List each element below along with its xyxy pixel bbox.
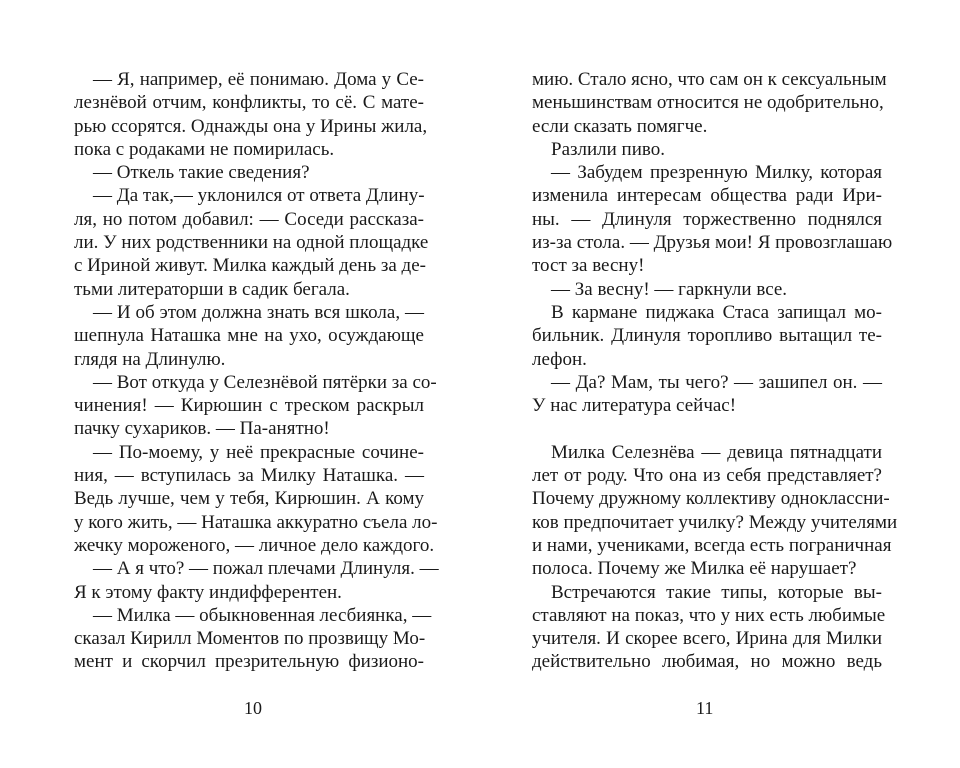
text-line: сказал Кирилл Моментов по прозвищу Мо- bbox=[74, 628, 426, 650]
text-line: и нами, учениками, всегда есть пограничная bbox=[532, 534, 892, 556]
text-line: чинения! — Кирюшин с треском раскрыл bbox=[74, 395, 424, 417]
text-line: — Да? Мам, ты чего? — зашипел он. — bbox=[551, 371, 882, 393]
right-page-text bbox=[532, 68, 898, 674]
text-line: Почему дружному коллективу одноклассни- bbox=[532, 488, 890, 510]
text-line: — Забудем презренную Милку, которая bbox=[551, 162, 882, 184]
text-line: меньшинствам относится не одобрительно, bbox=[532, 92, 884, 114]
text-line: из-за стола. — Друзья мои! Я провозглашаю bbox=[532, 232, 893, 254]
text-line: мию. Стало ясно, что сам он к сексуальным bbox=[532, 69, 887, 90]
text-line: Милка Селезнёва — девица пятнадцати bbox=[551, 441, 882, 463]
text-line: Я к этому факту индифферентен. bbox=[74, 581, 342, 603]
text-line: ния, — вступилась за Милку Наташка. — bbox=[74, 465, 424, 487]
text-line: — И об этом должна знать вся школа, — bbox=[93, 301, 424, 323]
right-page-number: 11 bbox=[696, 698, 714, 718]
text-line: рью ссорятся. Однажды она у Ирины жила, bbox=[74, 115, 428, 137]
text-line: — За весну! — гаркнули все. bbox=[551, 278, 788, 300]
text-line: — Вот откуда у Селезнёвой пятёрки за со- bbox=[93, 371, 437, 393]
text-line: ны. — Длинуля торжественно поднялся bbox=[532, 208, 882, 230]
left-page-text bbox=[74, 68, 439, 674]
text-line: лет от роду. Что она из себя представляет? bbox=[532, 465, 882, 487]
text-line: ставляют на показ, что у них есть любимые bbox=[532, 604, 886, 626]
text-line: ли. У них родственники на одной площадке bbox=[74, 232, 429, 254]
text-line: учителя. И скорее всего, Ирина для Милки bbox=[532, 628, 882, 650]
text-line: шепнула Наташка мне на ухо, осуждающе bbox=[74, 325, 424, 347]
text-line: Разлили пиво. bbox=[551, 138, 665, 160]
text-line: у кого жить, — Наташка аккуратно съела ло- bbox=[74, 511, 438, 533]
text-line: — По-моему, у неё прекрасные сочине- bbox=[93, 441, 424, 463]
text-line: ля, но потом добавил: — Соседи рассказа- bbox=[74, 208, 424, 230]
text-line: У нас литература сейчас! bbox=[532, 395, 737, 417]
text-line: глядя на Длинулю. bbox=[74, 348, 226, 370]
text-line: лефон. bbox=[532, 348, 587, 370]
section-break bbox=[532, 417, 882, 440]
text-line: — Я, например, её понимаю. Дома у Се- bbox=[93, 69, 424, 90]
text-line: Встречаются такие типы, которые вы- bbox=[551, 581, 882, 603]
text-line: бильник. Длинуля торопливо вытащил те- bbox=[532, 325, 882, 347]
text-line: жечку мороженого, — личное дело каждого. bbox=[74, 534, 435, 556]
text-line: тост за весну! bbox=[532, 255, 645, 277]
text-line: В кармане пиджака Стаса запищал мо- bbox=[551, 301, 882, 323]
text-line: действительно любимая, но можно ведь bbox=[532, 651, 882, 673]
text-line: мент и скорчил презрительную физионо- bbox=[74, 651, 424, 673]
text-line: — Да так,— уклонился от ответа Длину- bbox=[93, 185, 425, 207]
text-line: лезнёвой отчим, конфликты, то сё. С мате- bbox=[74, 92, 424, 114]
text-line: если сказать помягче. bbox=[532, 115, 708, 137]
text-line: Ведь лучше, чем у тебя, Кирюшин. А кому bbox=[74, 488, 424, 510]
text-line: ков предпочитает училку? Между учителями bbox=[532, 511, 898, 533]
text-line: полоса. Почему же Милка её нарушает? bbox=[532, 558, 857, 580]
text-line: — Откель такие сведения? bbox=[93, 162, 310, 184]
text-line: тьми литераторши в садик бегала. bbox=[74, 278, 350, 300]
text-line: — Милка — обыкновенная лесбиянка, — bbox=[93, 604, 432, 626]
text-line: — А я что? — пожал плечами Длинуля. — bbox=[93, 558, 439, 580]
text-line: с Ириной живут. Милка каждый день за де- bbox=[74, 255, 426, 277]
text-line: пока с родаками не помирилась. bbox=[74, 138, 335, 160]
text-line: пачку сухариков. — Па-анятно! bbox=[74, 418, 330, 440]
left-page-number: 10 bbox=[244, 698, 262, 718]
text-line: изменила интересам общества ради Ири- bbox=[532, 185, 882, 207]
